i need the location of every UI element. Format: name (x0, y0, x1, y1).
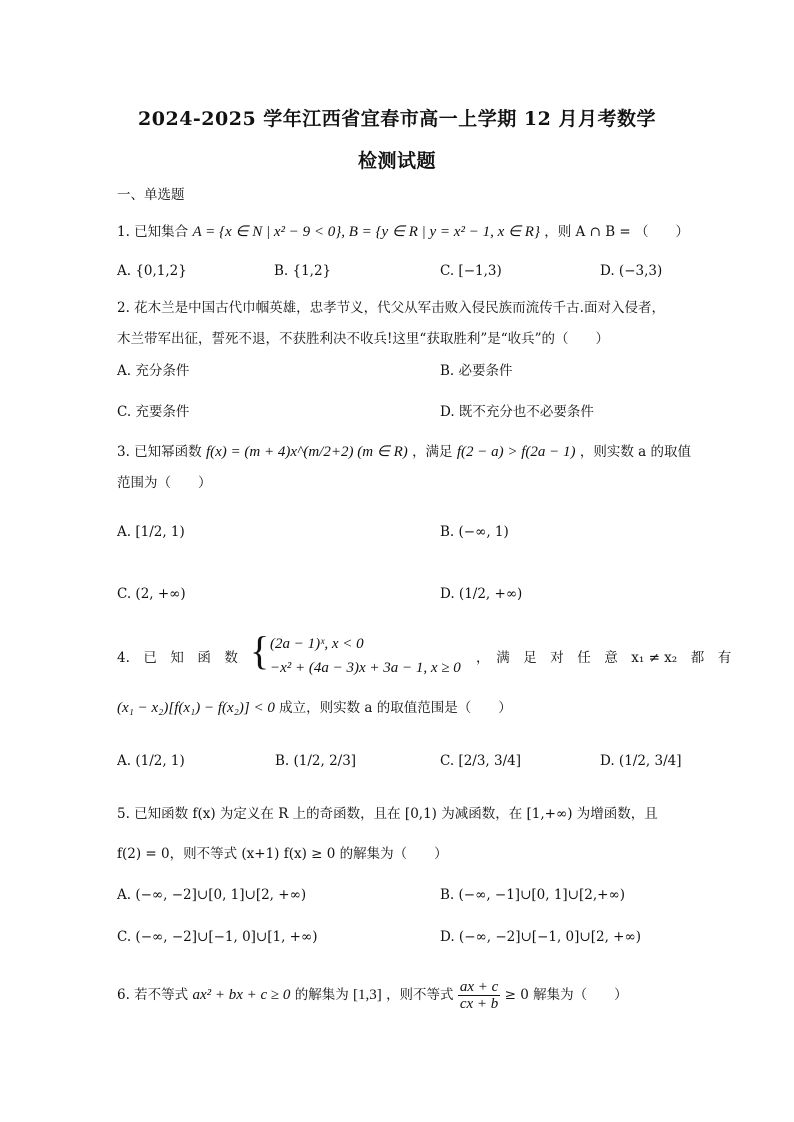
q1-option-b: B. {1,2} (274, 263, 332, 279)
q3-option-a: A. [1/2, 1) (117, 524, 185, 540)
q1-option-c: C. [−1,3) (440, 263, 502, 279)
q1-stem-math: A = {x ∈ N | x² − 9 < 0}, B = {y ∈ R | y = x² − 1, x ∈ R} (192, 224, 540, 240)
q4-brace: { (250, 628, 270, 673)
q1-option-a: A. {0,1,2} (117, 263, 187, 279)
exam-title-line1: 2024-2025 学年江西省宜春市高一上学期 12 月月考数学 (138, 108, 656, 130)
question-3-stem-line2: 范围为（ ） (117, 475, 212, 491)
q4-piece1: (2a − 1)ˣ, x < 0 (270, 636, 364, 652)
q2-option-b: B. 必要条件 (440, 363, 513, 379)
q5-option-c: C. (−∞, −2]∪[−1, 0]∪[1, +∞) (117, 929, 318, 945)
q5-option-b: B. (−∞, −1]∪[0, 1]∪[2,+∞) (440, 887, 625, 903)
q3-option-c: C. (2, +∞) (117, 586, 186, 602)
q4-option-b: B. (1/2, 2/3] (275, 753, 357, 769)
q6-frac-denominator: cx + b (459, 996, 499, 1012)
q2-option-d: D. 既不充分也不必要条件 (440, 404, 594, 420)
q5-option-d: D. (−∞, −2]∪[−1, 0]∪[2, +∞) (440, 929, 641, 945)
q3-stem-pre: 3. 已知幂函数 (117, 444, 202, 460)
q2-option-c: C. 充要条件 (117, 404, 190, 420)
q5-option-a: A. (−∞, −2]∪[0, 1]∪[2, +∞) (117, 887, 307, 903)
question-1-stem (117, 222, 689, 242)
q3-option-b: B. (−∞, 1) (440, 524, 509, 540)
q3-stem-mid: ，满足 (412, 444, 453, 460)
exam-title-line2: 检测试题 (357, 150, 436, 172)
q4-line2-post: 成立，则实数 a 的取值范围是（ ） (279, 700, 512, 716)
q3-stem-math2: f(2 − a) > f(2a − 1) (456, 444, 576, 460)
q2-option-a: A. 充分条件 (117, 363, 190, 379)
q6-stem-set: [1,3] (353, 987, 382, 1003)
q4-option-d: D. (1/2, 3/4] (600, 753, 682, 769)
q6-frac-numerator: ax + c (459, 979, 499, 995)
q6-stem-mid: 的解集为 (294, 987, 349, 1003)
question-6-stem (117, 979, 628, 1012)
q6-fraction (458, 979, 500, 1012)
q1-stem-pre: 1. 已知集合 (117, 224, 189, 240)
section-heading: 一、单选题 (117, 187, 185, 203)
question-2-stem-line2: 木兰带军出征，誓死不退，不获胜利决不收兵!这里“获取胜利”是“收兵”的（ ） (117, 331, 610, 347)
q6-stem-math: ax² + bx + c ≥ 0 (192, 987, 291, 1003)
q4-option-c: C. [2/3, 3/4] (440, 753, 521, 769)
question-3-stem (117, 442, 691, 462)
question-5-stem-line1: 5. 已知函数 f(x) 为定义在 R 上的奇函数，且在 [0,1) 为减函数，在 [1,+∞) 为增函数，且 (117, 806, 658, 822)
question-4-stem-line2 (117, 698, 512, 718)
q3-stem-post: ，则实数 a 的取值 (579, 444, 691, 460)
question-4-stem-pre: 4. 已 知 函 数 (117, 650, 238, 666)
q4-option-a: A. (1/2, 1) (117, 753, 185, 769)
q1-stem-post: ，则 A ∩ B = （ ） (544, 224, 690, 240)
q4-piece2: −x² + (4a − 3)x + 3a − 1, x ≥ 0 (270, 660, 461, 676)
q3-stem-math: f(x) = (m + 4)x^(m/2+2) (m ∈ R) (205, 444, 408, 460)
question-2-stem-line1: 2. 花木兰是中国古代巾帼英雄，忠孝节义，代父从军击败入侵民族而流传千古.面对入侵者， (117, 300, 665, 316)
q4-stem-post: ， 满 足 对 任 意 x₁ ≠ x₂ 都 有 (476, 650, 732, 666)
q6-stem-pre: 6. 若不等式 (117, 987, 189, 1003)
q4-line2-math: (x₁ − x₂)[f(x₁) − f(x₂)] < 0 (117, 700, 275, 716)
q6-stem-mid2: ，则不等式 (386, 987, 454, 1003)
q6-stem-post: ≥ 0 解集为（ ） (504, 987, 628, 1003)
question-5-stem-line2: f(2) = 0，则不等式 (x+1) f(x) ≥ 0 的解集为（ ） (117, 846, 448, 862)
q3-option-d: D. (1/2, +∞) (440, 586, 523, 602)
q1-option-d: D. (−3,3) (600, 263, 663, 279)
